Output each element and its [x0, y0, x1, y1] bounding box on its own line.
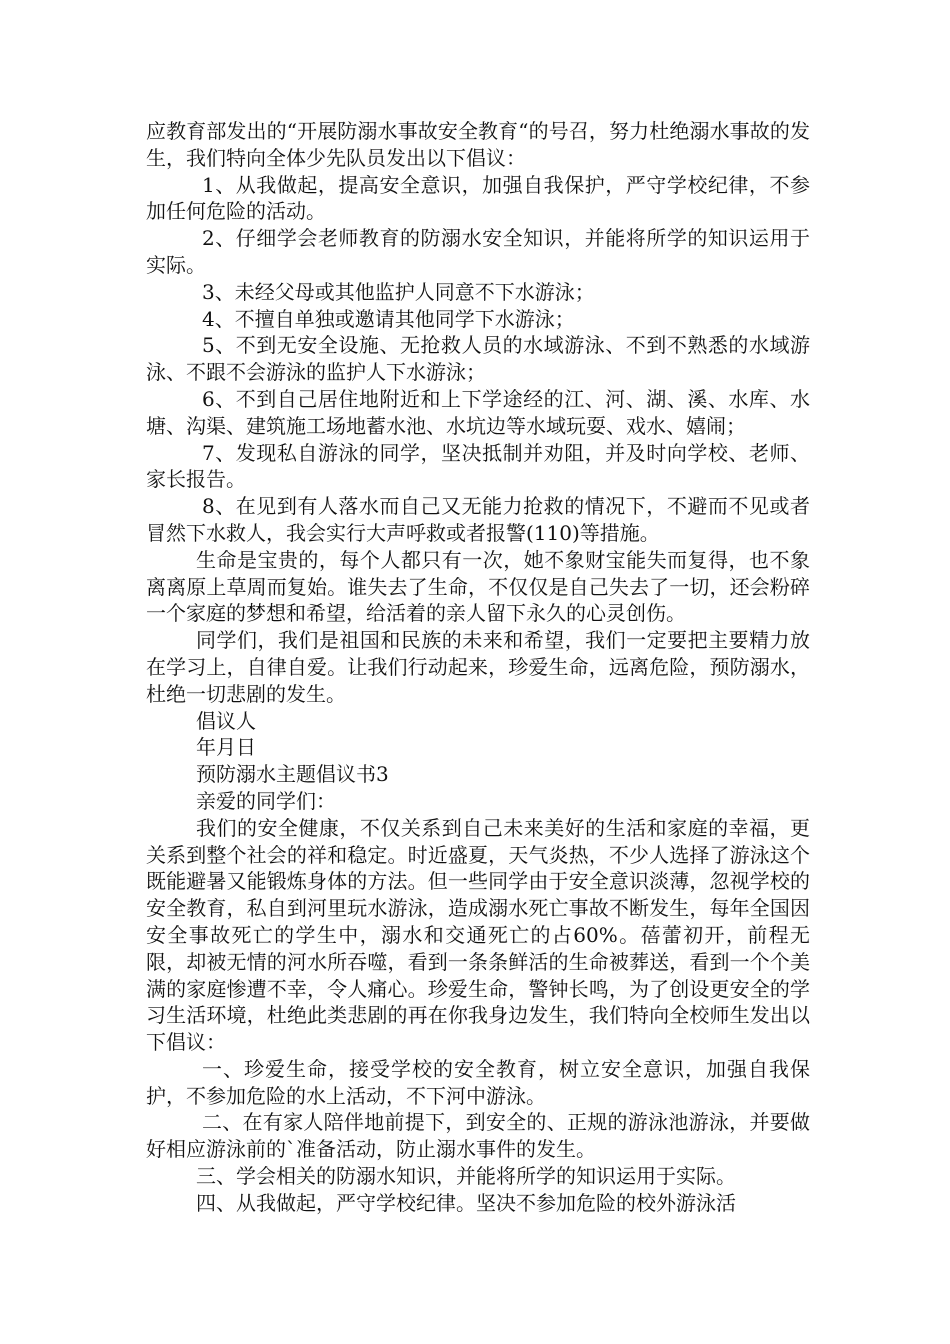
salutation: 亲爱的同学们：	[196, 788, 336, 813]
proposal-point-4: 四、从我做起，严守学校纪律。坚决不参加危险的校外游泳活	[196, 1190, 736, 1215]
proposal-item-2: 2、仔细学会老师教育的防溺水安全知识，并能将所学的知识运用于实际。	[146, 226, 810, 277]
proposal-item-6: 6、不到自己居住地附近和上下学途经的江、河、湖、溪、水库、水塘、沟渠、建筑施工场地蓄水池、水坑边等水域玩耍、戏水、嬉闹；	[146, 386, 810, 438]
students-paragraph: 同学们，我们是祖国和民族的未来和希望，我们一定要把主要精力放在学习上，自律自爱。让我们行动起来，珍爱生命，远离危险，预防溺水，杜绝一切悲剧的发生。	[146, 628, 810, 706]
signature-label: 倡议人	[196, 708, 256, 733]
proposal-point-2: 二、在有家人陪伴地前提下，到安全的、正规的游泳池游泳，并要做好相应游泳前的`准备活动，防止溺水事件的发生。	[146, 1110, 810, 1162]
proposal-item-3: 3、未经父母或其他监护人同意不下水游泳；	[202, 279, 595, 304]
proposal-item-7: 7、发现私自游泳的同学，坚决抵制并劝阻，并及时向学校、老师、家长报告。	[146, 440, 810, 492]
life-paragraph: 生命是宝贵的，每个人都只有一次，她不象财宝能失而复得，也不象离离原上草周而复始。谁失去了生命，不仅仅是自己失去了一切，还会粉碎一个家庭的梦想和希望，给活着的亲人留下永久的心灵创伤。	[146, 547, 810, 626]
date-label: 年月日	[196, 735, 256, 760]
body-paragraph: 我们的安全健康，不仅关系到自己未来美好的生活和家庭的幸福，更关系到整个社会的祥和稳定。时近盛夏，天气炎热，不少人选择了游泳这个既能避暑又能锻炼身体的方法。但一些同学由于安全意识淡薄，忽视学校的安全教育，私自到河里玩水游泳，造成溺水死亡事故不断发生，每年全国因安全事故死亡的学生中，溺水和交通死亡的占60%。蓓蕾初开，前程无限，却被无情的河水所吞噬，看到一条条鲜活的生命被葬送，看到一个个美满的家庭惨遭不幸，令人痛心。珍爱生命，警钟长鸣，为了创设更安全的学习生活环境，杜绝此类悲剧的再在你我身边发生，我们特向全校师生发出以下倡议：	[146, 815, 810, 1055]
proposal-item-5: 5、不到无安全设施、无抢救人员的水域游泳、不到不熟悉的水域游泳、不跟不会游泳的监护人下水游泳；	[146, 333, 810, 385]
proposal-item-4: 4、不擅自单独或邀请其他同学下水游泳；	[202, 306, 575, 331]
intro-paragraph: 应教育部发出的“开展防溺水事故安全教育“的号召，努力杜绝溺水事故的发生，我们特向全体少先队员发出以下倡议：	[146, 119, 810, 170]
proposal-item-1: 1、从我做起，提高安全意识，加强自我保护，严守学校纪律，不参加任何危险的活动。	[146, 172, 810, 224]
proposal-point-1: 一、珍爱生命，接受学校的安全教育，树立安全意识，加强自我保护，不参加危险的水上活动，不下河中游泳。	[146, 1056, 810, 1108]
proposal-item-8: 8、在见到有人落水而自己又无能力抢救的情况下，不避而不见或者冒然下水救人，我会实行大声呼救或者报警(110)等措施。	[146, 494, 810, 545]
document-body	[146, 118, 810, 1217]
proposal-point-3: 三、学会相关的防溺水知识，并能将所学的知识运用于实际。	[196, 1164, 736, 1189]
section-title: 预防溺水主题倡议书3	[196, 762, 389, 787]
